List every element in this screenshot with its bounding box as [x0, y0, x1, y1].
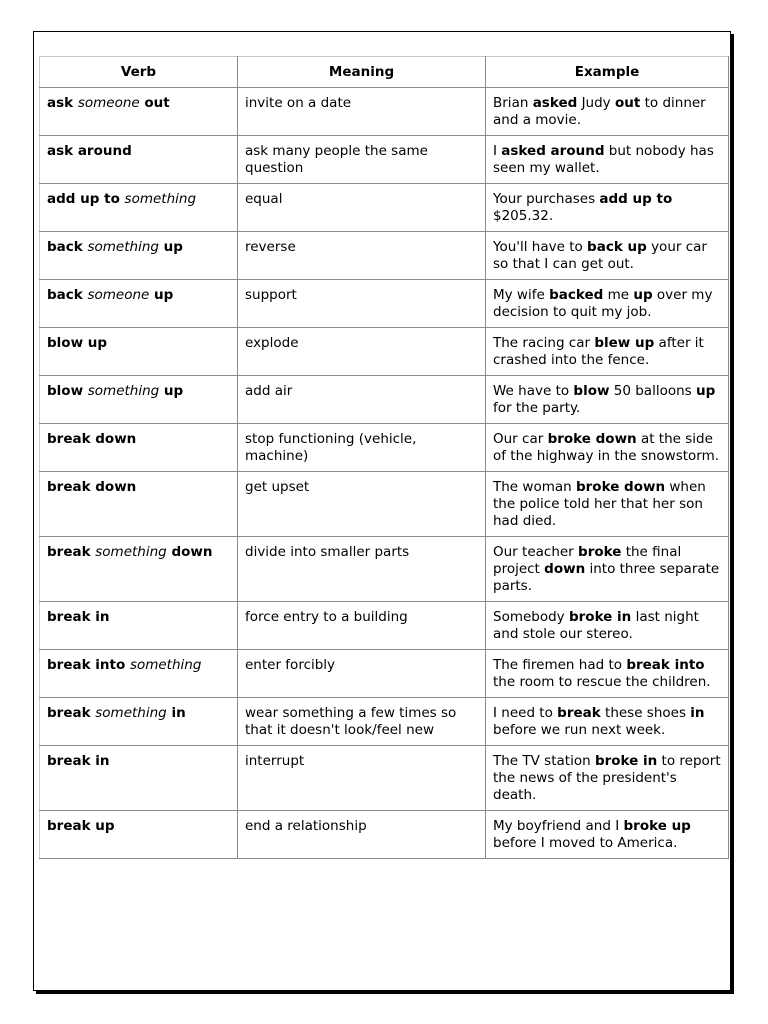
example-cell-text: 50 balloons: [609, 383, 696, 399]
example-cell: [486, 232, 729, 280]
example-cell-text: broke in: [568, 609, 632, 625]
verb-cell-text: back: [47, 287, 88, 303]
example-cell-text: back up: [587, 239, 647, 255]
verb-cell-text: ask around: [47, 143, 132, 159]
example-cell-text: The racing car: [493, 335, 595, 351]
table-row: [40, 136, 729, 184]
example-cell-text: blew up: [594, 335, 655, 351]
meaning-cell: interrupt: [238, 746, 486, 811]
verb-cell-text: something: [87, 383, 160, 399]
example-cell-text: the room to rescue the children.: [493, 674, 711, 690]
example-cell-text: broke up: [623, 818, 691, 834]
example-cell: [486, 746, 729, 811]
example-cell: [486, 472, 729, 537]
verb-cell: [40, 650, 238, 698]
phrasal-verbs-table: [39, 56, 729, 859]
verb-cell-text: ask: [47, 95, 78, 111]
verb-cell-text: in: [166, 705, 186, 721]
verb-cell-text: someone: [87, 287, 150, 303]
example-cell-text: $205.32.: [493, 208, 554, 224]
example-cell-text: The woman: [493, 479, 576, 495]
example-cell: [486, 136, 729, 184]
verb-cell: [40, 184, 238, 232]
example-cell-text: after it crashed into the fence.: [493, 335, 704, 368]
example-cell: [486, 88, 729, 136]
verb-cell-text: break into: [47, 657, 130, 673]
table-row: [40, 232, 729, 280]
verb-cell: [40, 328, 238, 376]
verb-cell: [40, 811, 238, 859]
example-cell-text: asked: [532, 95, 578, 111]
meaning-cell: force entry to a building: [238, 602, 486, 650]
example-cell-text: up: [633, 287, 653, 303]
verb-cell: [40, 88, 238, 136]
table-row: [40, 328, 729, 376]
verb-cell: [40, 376, 238, 424]
example-cell-text: before we run next week.: [493, 722, 666, 738]
meaning-cell: stop functioning (vehicle, machine): [238, 424, 486, 472]
verb-cell-text: something: [87, 239, 159, 255]
example-cell-text: your car so that I can get out.: [493, 239, 707, 272]
example-cell-text: add up to: [599, 191, 673, 207]
table-row: [40, 376, 729, 424]
example-cell-text: last night and stole our stereo.: [493, 609, 699, 642]
verb-cell-text: something: [95, 544, 167, 560]
table-row: [40, 184, 729, 232]
example-cell-text: I: [493, 143, 502, 159]
verb-cell: [40, 602, 238, 650]
example-cell-text: The firemen had to: [493, 657, 627, 673]
example-cell-text: broke: [578, 544, 622, 560]
example-cell-text: to report the news of the president's death.: [493, 753, 721, 803]
verb-cell: [40, 280, 238, 328]
meaning-cell: wear something a few times so that it doesn't look/feel new: [238, 698, 486, 746]
example-cell-text: Your purchases: [493, 191, 600, 207]
table-row: [40, 537, 729, 602]
verb-cell-text: break in: [47, 609, 110, 625]
example-cell-text: the final project: [493, 544, 682, 577]
verb-cell: [40, 424, 238, 472]
example-cell: [486, 376, 729, 424]
meaning-cell: invite on a date: [238, 88, 486, 136]
table-row: [40, 424, 729, 472]
example-cell-text: I need to: [493, 705, 558, 721]
example-cell-text: to dinner and a movie.: [493, 95, 706, 128]
table-body: [40, 88, 729, 859]
header-meaning: Meaning: [238, 57, 486, 88]
example-cell-text: break into: [626, 657, 705, 673]
verb-cell-text: up: [158, 239, 183, 255]
verb-cell-text: something: [129, 657, 202, 673]
verb-cell-text: break down: [47, 479, 137, 495]
example-cell-text: My wife: [493, 287, 550, 303]
meaning-cell: support: [238, 280, 486, 328]
example-cell-text: into three separate parts.: [493, 561, 720, 594]
table-row: [40, 88, 729, 136]
verb-cell-text: down: [166, 544, 213, 560]
verb-cell: [40, 698, 238, 746]
example-cell: [486, 280, 729, 328]
example-cell-text: We have to: [493, 383, 574, 399]
example-cell-text: broke in: [594, 753, 658, 769]
meaning-cell: equal: [238, 184, 486, 232]
table-row: [40, 280, 729, 328]
verb-cell-text: break up: [47, 818, 115, 834]
verb-cell: [40, 537, 238, 602]
example-cell-text: Brian: [493, 95, 533, 111]
verb-cell: [40, 472, 238, 537]
meaning-cell: get upset: [238, 472, 486, 537]
header-verb: Verb: [40, 57, 238, 88]
example-cell-text: Our car: [493, 431, 548, 447]
example-cell: [486, 184, 729, 232]
table-row: [40, 602, 729, 650]
meaning-cell: enter forcibly: [238, 650, 486, 698]
meaning-cell: end a relationship: [238, 811, 486, 859]
table-row: [40, 472, 729, 537]
example-cell: [486, 602, 729, 650]
meaning-cell: reverse: [238, 232, 486, 280]
example-cell-text: me: [603, 287, 634, 303]
verb-cell-text: something: [124, 191, 197, 207]
meaning-cell: ask many people the same question: [238, 136, 486, 184]
example-cell-text: when the police told her that her son had died.: [493, 479, 706, 529]
example-cell-text: Somebody: [493, 609, 569, 625]
example-cell: [486, 328, 729, 376]
verb-cell-text: add up to: [47, 191, 125, 207]
example-cell-text: broke down: [575, 479, 666, 495]
verb-cell-text: back: [47, 239, 88, 255]
example-cell: [486, 811, 729, 859]
verb-cell-text: out: [139, 95, 170, 111]
example-cell-text: blow: [573, 383, 610, 399]
example-cell-text: over my decision to quit my job.: [493, 287, 713, 320]
example-cell-text: before I moved to America.: [493, 835, 678, 851]
table-row: [40, 811, 729, 859]
example-cell: [486, 698, 729, 746]
example-cell-text: up: [695, 383, 716, 399]
example-cell-text: out: [614, 95, 641, 111]
verb-cell-text: up: [149, 287, 174, 303]
example-cell-text: broke down: [547, 431, 637, 447]
verb-cell-text: something: [95, 705, 167, 721]
meaning-cell: divide into smaller parts: [238, 537, 486, 602]
example-cell-text: these shoes: [600, 705, 691, 721]
verb-cell-text: break down: [47, 431, 137, 447]
verb-cell: [40, 232, 238, 280]
header-example: Example: [486, 57, 729, 88]
example-cell-text: Our teacher: [493, 544, 579, 560]
meaning-cell: add air: [238, 376, 486, 424]
verb-cell-text: break: [47, 705, 96, 721]
example-cell-text: but nobody has seen my wallet.: [493, 143, 714, 176]
example-cell: [486, 537, 729, 602]
verb-cell-text: blow up: [47, 335, 108, 351]
verb-cell-text: break: [47, 544, 96, 560]
example-cell-text: break: [557, 705, 601, 721]
example-cell-text: down: [544, 561, 586, 577]
example-cell-text: in: [690, 705, 705, 721]
verb-cell-text: blow: [47, 383, 88, 399]
table-row: [40, 650, 729, 698]
example-cell-text: for the party.: [493, 400, 581, 416]
header-row: [40, 57, 729, 88]
verb-cell: [40, 136, 238, 184]
example-cell: [486, 650, 729, 698]
verb-cell-text: someone: [77, 95, 140, 111]
meaning-cell: explode: [238, 328, 486, 376]
example-cell-text: Judy: [577, 95, 615, 111]
verb-cell: [40, 746, 238, 811]
verb-cell-text: break in: [47, 753, 110, 769]
example-cell-text: asked around: [501, 143, 605, 159]
document-page: [33, 31, 731, 991]
example-cell-text: at the side of the highway in the snowstorm.: [493, 431, 720, 464]
example-cell-text: You'll have to: [493, 239, 588, 255]
example-cell-text: My boyfriend and I: [493, 818, 624, 834]
example-cell-text: The TV station: [493, 753, 595, 769]
example-cell-text: backed: [549, 287, 604, 303]
example-cell: [486, 424, 729, 472]
table-row: [40, 698, 729, 746]
verb-cell-text: up: [159, 383, 184, 399]
table-row: [40, 746, 729, 811]
